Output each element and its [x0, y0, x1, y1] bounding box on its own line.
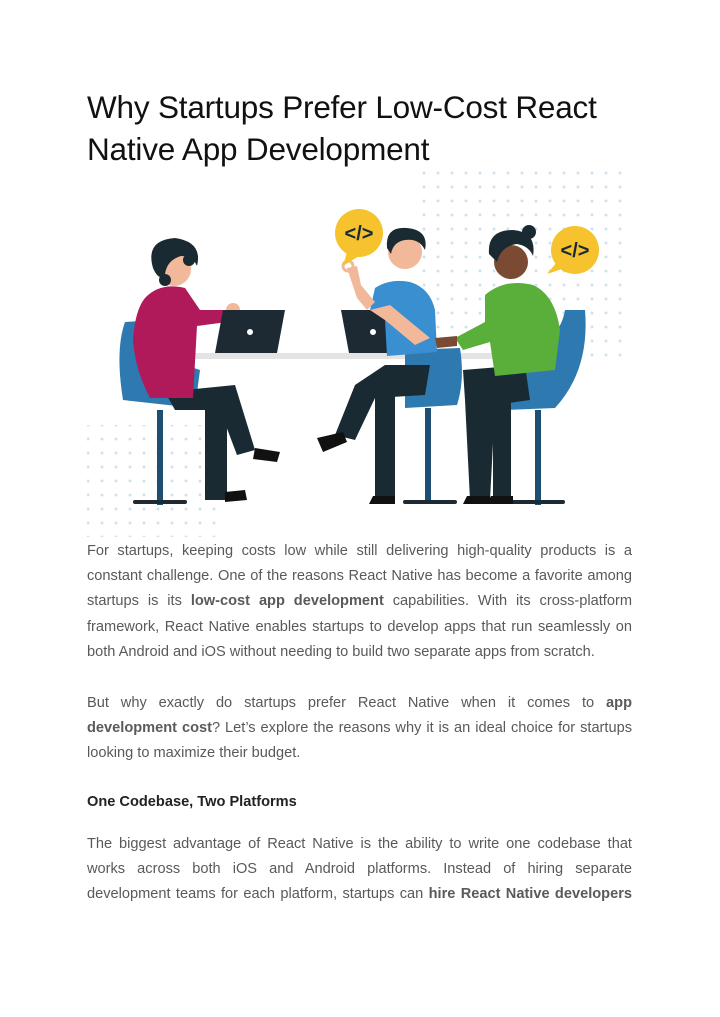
hero-illustration	[85, 170, 633, 540]
intro-bold-link: low-cost app development	[190, 593, 384, 610]
code-bubble-left	[335, 209, 383, 266]
section-bold-link: hire React Native developers	[428, 886, 632, 903]
intro-text-2: capabilities. With its cross-platform framework, React Native enables startups to develop apps that run seamlessly on both Android and iOS without needing to build two separate apps from scratch.	[87, 593, 632, 660]
question-bold-link: app development cost	[87, 695, 632, 737]
code-bubble-right-text: </>	[560, 240, 590, 262]
intro-paragraph	[87, 539, 632, 665]
dot-pattern-bottom-left	[87, 425, 217, 537]
question-text-2: ? Let’s explore the reasons why it is an ideal choice for startups looking to maximize their budget.	[87, 720, 633, 762]
code-bubble-left-text: </>	[344, 223, 374, 245]
intro-text-1: For startups, keeping costs low while still delivering high-quality products is a constant challenge. One of the reasons React Native has become a favorite among startups is its	[87, 543, 632, 610]
laptop-left	[215, 310, 285, 353]
question-paragraph	[87, 691, 632, 767]
question-text-1: But why exactly do startups prefer React Native when it comes to	[87, 695, 607, 711]
section-heading: One Codebase, Two Platforms	[87, 794, 297, 810]
section-paragraph	[87, 832, 632, 908]
table-top	[193, 353, 543, 359]
article-title: Why Startups Prefer Low-Cost React Native App Development	[87, 89, 597, 167]
section-text-1: The biggest advantage of React Native is the ability to write one codebase that works across both iOS and Android platforms. Instead of hiring separate development teams for each platform, startups can	[87, 836, 632, 903]
